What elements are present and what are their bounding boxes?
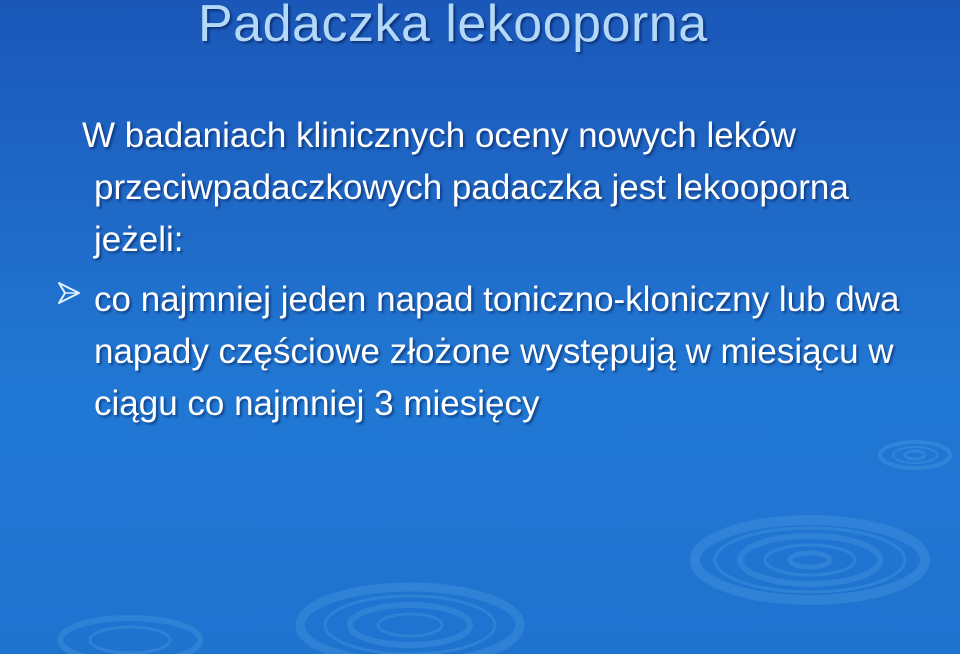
intro-paragraph: W badaniach klinicznych oceny nowych leków przeciwpadaczkowych padaczka jest lekooporna jeżeli: [82, 116, 849, 259]
bullet-text: co najmniej jeden napad toniczno-kloniczny lub dwa napady częściowe złożone występują w miesiącu w ciągu co najmniej 3 miesięcy [94, 280, 900, 423]
arrow-bullet-icon [56, 280, 82, 306]
slide-title: Padaczka lekooporna [198, 0, 708, 53]
